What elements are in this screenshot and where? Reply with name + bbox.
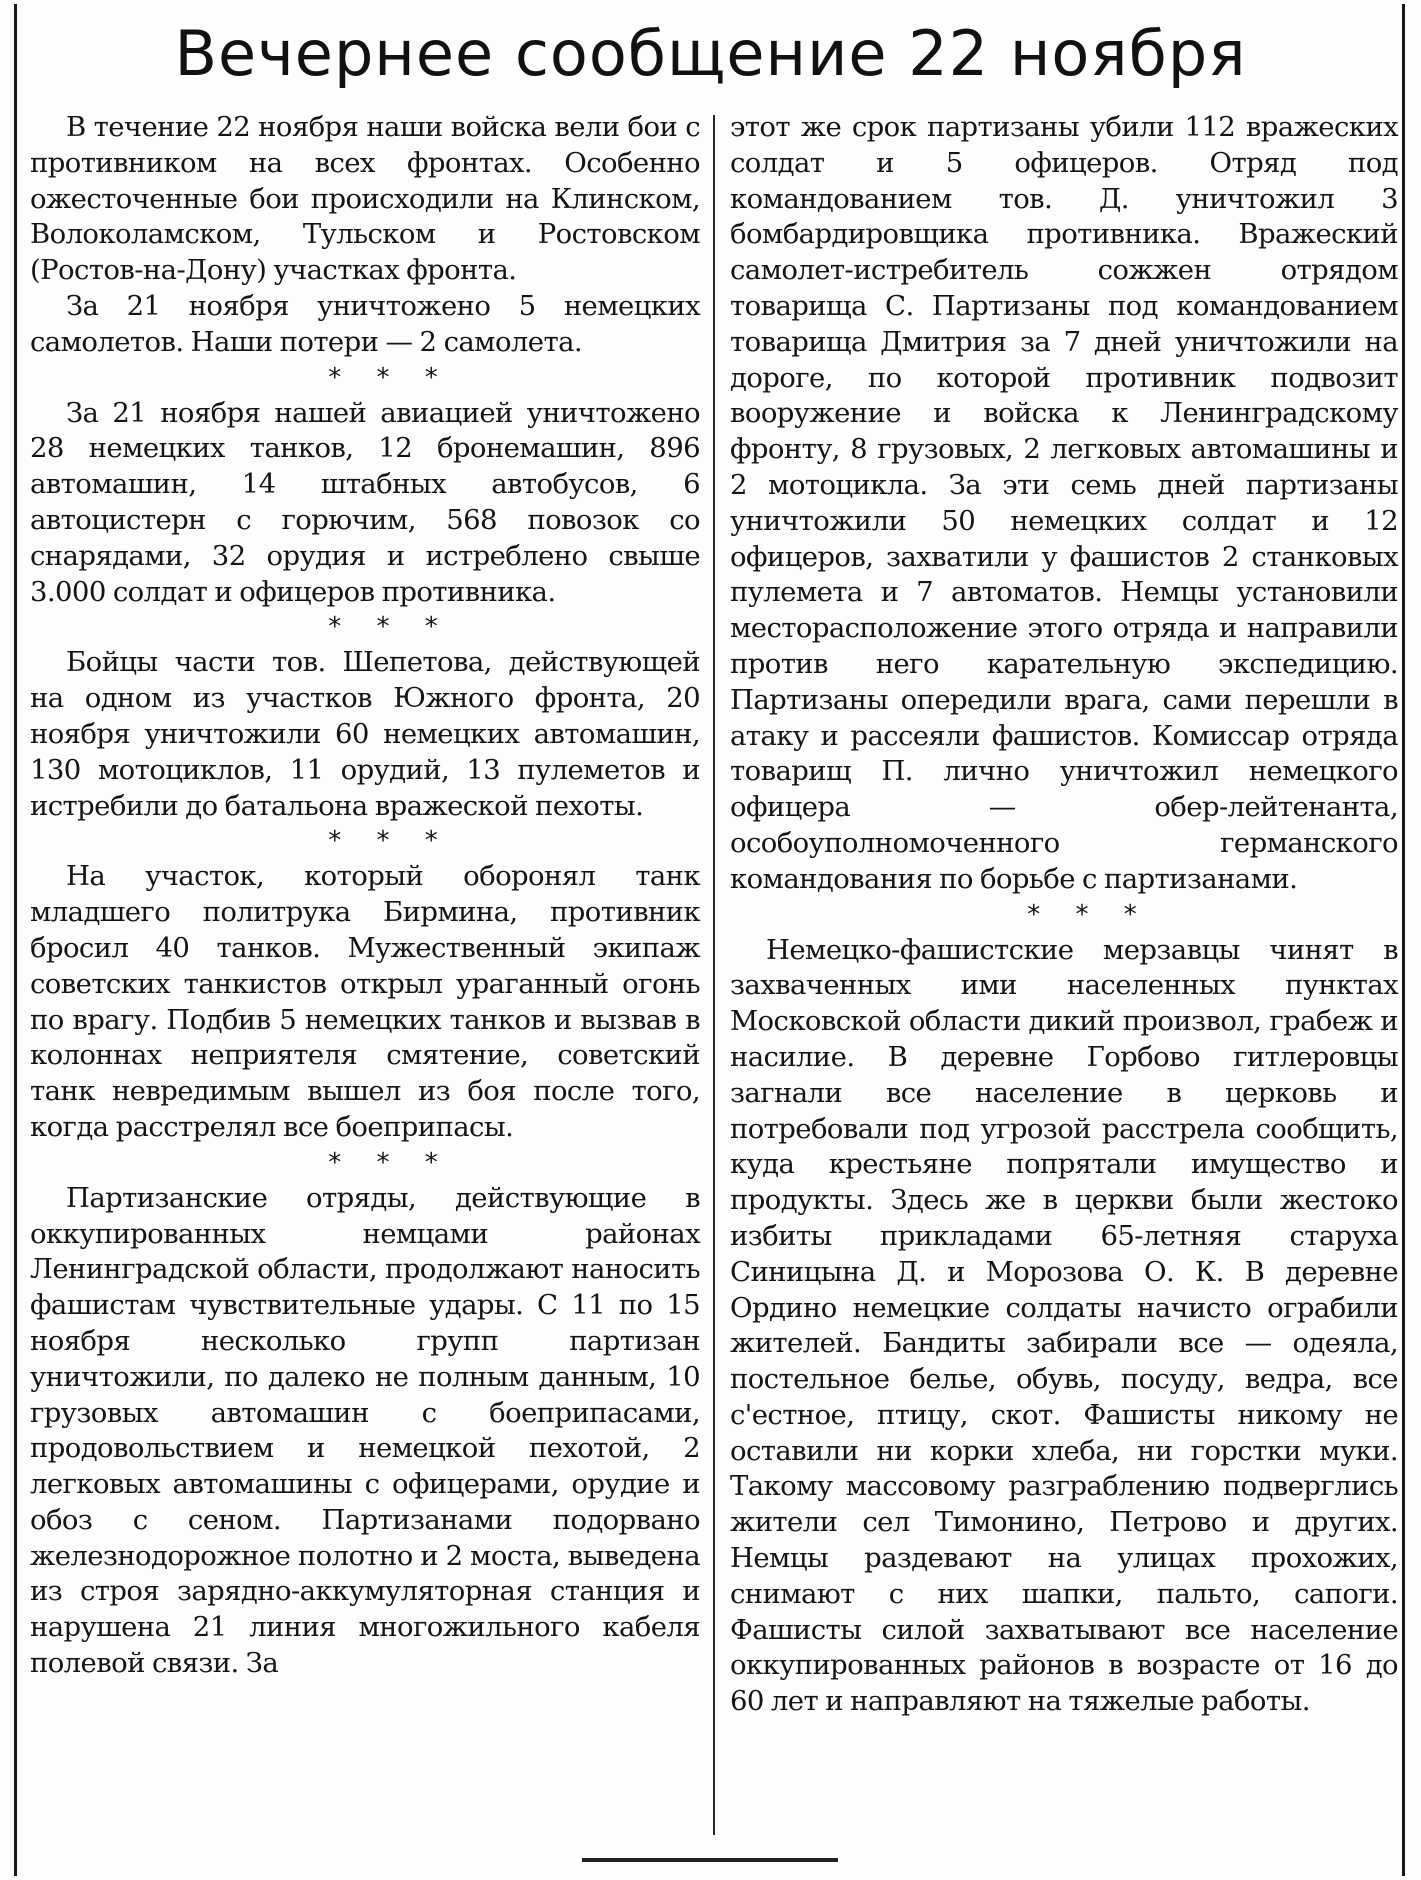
bottom-rule <box>582 1858 838 1862</box>
paragraph: За 21 ноября уничтожено 5 немецких самолетов. Наши потери — 2 самолета. <box>30 289 700 358</box>
asterism-separator: * * * <box>1027 899 1151 930</box>
paragraph: В течение 22 ноября наши войска вели бои с противником на всех фронтах. Особенно ожесточенные бои происходили на Клинском, Волоколамском, Тульском и Ростовском (Ростов-на-Дону) участках фронта. <box>30 111 700 287</box>
asterism-separator: * * * <box>328 826 452 857</box>
asterism-separator: * * * <box>328 362 452 393</box>
paragraph: За 21 ноября нашей авиацией уничтожено 28 немецких танков, 12 бронемашин, 896 автомашин, 14 штабных автобусов, 6 автоцистерн с горючим, 568 повозок со снарядами, 32 орудия и истреблено свыше 3.000 солдат и офицеров противника. <box>30 396 700 608</box>
asterism-separator: * * * <box>328 1147 452 1178</box>
paragraph: Бойцы части тов. Шепетова, действующей на одном из участков Южного фронта, 20 ноября уничтожили 60 немецких автомашин, 130 мотоциклов, 11 орудий, 13 пулеметов и истребили до батальона вражеской пехоты. <box>30 646 700 822</box>
asterism-separator: * * * <box>328 612 452 643</box>
headline: Вечернее сообщение 22 ноября <box>174 17 1247 90</box>
column-divider <box>713 115 715 1835</box>
paragraph: Партизанские отряды, действующие в оккупированных немцами районах Ленинградской области, продолжают наносить фашистам чувствительные удары. С 11 по 15 ноября несколько групп партизан уничтожили, по далеко не полным данным, 10 грузовых автомашин с боеприпасами, продовольствием и немецкой пехотой, 2 легковых автомашины с офицерами, орудие и обоз с сеном. Партизанами подорвано железнодорожное полотно и 2 моста, выведена из строя зарядно-аккумуляторная станция и нарушена 21 линия многожильного кабеля полевой связи. За <box>30 1181 700 1680</box>
right-column <box>730 110 1398 1720</box>
paragraph: Немецко-фашистские мерзавцы чинят в захваченных ими населенных пунктах Московской области дикий произвол, грабеж и насилие. В деревне Горбово гитлеровцы загнали все население в церковь и потребовали под угрозой расстрела сообщить, куда крестьяне попрятали имущество и продукты. Здесь же в церкви были жестоко избиты прикладами 65-летняя старуха Синицына Д. и Морозова О. К. В деревне Ордино немецкие солдаты начисто ограбили жителей. Бандиты забирали все — одеяла, постельное белье, обувь, посуду, ведра, все с'естное, птицу, скот. Фашисты никому не оставили ни корки хлеба, ни горстки муки. Такому массовому разграблению подверглись жители сел Тимонино, Петрово и других. Немцы раздевают на улицах прохожих, снимают с них шапки, пальто, сапоги. Фашисты силой захватывают все население оккупированных районов в возрасте от 16 до 60 лет и направляют на тяжелые работы. <box>730 933 1398 1718</box>
paragraph: На участок, который оборонял танк младшего политрука Бирмина, противник бросил 40 танков. Мужественный экипаж советских танкистов открыл ураганный огонь по врагу. Подбив 5 немецких танков и вызвав в колоннах неприятеля смятение, советский танк невредимым вышел из боя после того, когда расстрелял все боеприпасы. <box>30 860 700 1143</box>
left-column <box>30 110 700 1682</box>
paragraph-continued: этот же срок партизаны убили 112 вражеских солдат и 5 офицеров. Отряд под командованием тов. Д. уничтожил 3 бомбардировщика противника. Вражеский самолет-истребитель сожжен отрядом товарища С. Партизаны под командованием товарища Дмитрия за 7 дней уничтожили на дороге, по которой противник подвозит вооружение и войска к Ленинградскому фронту, 8 грузовых, 2 легковых автомашины и 2 мотоцикла. За эти семь дней партизаны уничтожили 50 немецких солдат и 12 офицеров, захватили у фашистов 2 станковых пулемета и 7 автоматов. Немцы установили месторасположение этого отряда и направили против него карательную экспедицию. Партизаны опередили врага, сами перешли в атаку и рассеяли фашистов. Комиссар отряда товарищ П. лично уничтожил немецкого офицера — обер-лейтенанта, особоуполномоченного германского командования по борьбе с партизанами. <box>730 111 1398 895</box>
